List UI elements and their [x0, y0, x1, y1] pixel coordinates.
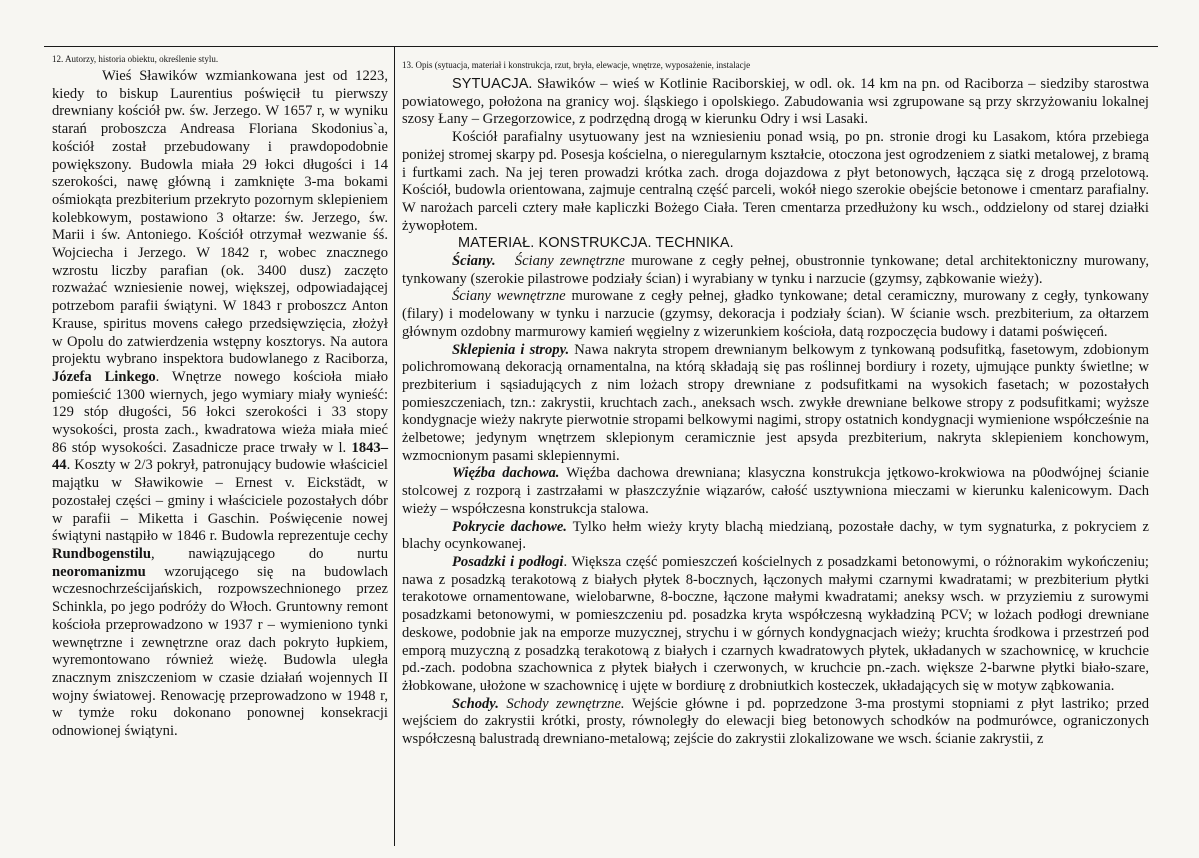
- sciany-label: Ściany.: [452, 253, 496, 270]
- material-heading: MATERIAŁ. KONSTRUKCJA. TECHNIKA.: [458, 235, 734, 252]
- history-text-3: . Koszty w 2/3 pokrył, patronujący budowie właściciel majątku w Sławikowie – Ernest v. Eickstädt, w pozostałej części – gminy i właściciele pozostałych dóbr w parafii – Miketta i Gaschin. Poświęcenie nowej świątyni nastąpiło w 1846 r. Budowla reprezentuje cechy: [52, 457, 388, 545]
- wiezba-text: Więźba dachowa drewniana; klasyczna konstrukcja jętkowo-krokwiowa na p0odwójnej ścianie stolcowej z rozporą i zastrzałami w płaszczyźnie wiązarów, całość usztywniona mieczami w kierunku kalenicowym. Dach wieży – współczesna konstrukcja stalowa.: [402, 465, 1149, 517]
- schody-text: Wejście główne i pd. poprzedzone 3-ma prostymi stopniami z płyt lastriko; przed wejściem do zakrystii krótki, prosty, równoległy do elewacji bieg betonowych schodków na podmurówce, ograniczonych współczesną balustradą drewniano-metalową; zejście do zakrystii zlokalizowane we wsch. ścianie zakrystii, z: [402, 695, 1149, 748]
- wiezba-paragraph: [402, 465, 1149, 518]
- posadzki-paragraph: [402, 554, 1149, 696]
- sytuacja-paragraph-1: [402, 76, 1149, 129]
- sytuacja-paragraph-2: Kościół parafialny usytuowany jest na wzniesieniu ponad wsią, po pn. stronie drogi ku Lasakom, która przebiega poniżej stromej skarpy pd. Posesja kościelna, o nieregularnym kształcie, otoczona jest ogrodzeniem z siatki metalowej, z bramą i furtkami zach. Na jej teren prowadzi krótka zach. droga dojazdowa z płyt betonowych, łącząca się z drogą przelotową. Kościół, budowla orientowana, zajmuje centralną część parceli, wokół niego szerokie obejście betonowe i cmentarz parafialny. W narożach parceli cztery małe kapliczki Bożego Ciała. Teren cmentarza przedłużony ku wsch., oddzielony od starej działki żywopłotem.: [402, 129, 1149, 234]
- sytuacja-text-1: . Sławików – wieś w Kotlinie Raciborskiej, w odl. ok. 14 km na pn. od Raciborza – siedziby starostwa powiatowego, położona na granicy woj. śląskiego i opolskiego. Zabudowania wsi zgrupowane są przy skrzyżowaniu lokalnej szosy Łany – Grzegorzowice, z podrzędną drogą w kierunku Odry i wsi Lasaki.: [402, 76, 1149, 128]
- left-column-header: 12. Autorzy, historia obiektu, określenie stylu.: [52, 54, 219, 64]
- wiezba-label: Więźba dachowa.: [452, 465, 560, 482]
- history-paragraph: [52, 68, 388, 741]
- history-text-4: , nawiązującego do nurtu: [150, 545, 388, 562]
- sklepienia-text: Nawa nakryta stropem drewnianym belkowym z tynkowaną podsufitką, fasetowym, zdobionym polichromowaną dekoracją ornamentalna, na którą składają się pas roślinnej bordiury i rozety, ujmujące punkty świetlne; w prezbiterium i sąsiadujących z nim lożach stropy drewniane z podsufitkami na wysokich fasetach; w pozostałych pomieszczeniach, tzn.: zakrystii, kruchtach zach., aneksach wsch. zwykłe drewniane belkowe stropy z podsufitkami; wyższe kondygnacje wieży nakryte pierwotnie stropami belkowymi nagimi, stropy ostatnich kondygnacji wymienione współcześnie na żelbetowe; jedynym wnętrzem sklepionym ceramicznie jest apsyda prezbiterium, nakryta sklepieniem konchowym, wzmocnionym pasami sklepiennymi.: [402, 341, 1150, 464]
- schody-paragraph: [402, 696, 1149, 749]
- history-text-5: wzorującego się na budowlach wczesnochrześcijańskich, rozpowszechnionego przez Schinkla, po jego podróży do Włoch. Gruntowny remont kościoła przeprowadzono w 1937 r – wymieniono tynki wewnętrzne i zewnętrzne oraz dach pokryto łupkiem, wyremontowano również wieżę. Budowla uległa znacznym zniszczeniom w czasie działań wojennych II wojny światowej. Renowację przeprowadzono w 1948 r, w tymże roku dokonano ponownej konsekracji odnowionej świątyni.: [52, 563, 389, 740]
- schody-zew-label: Schody zewnętrzne.: [506, 695, 625, 712]
- top-rule: [44, 46, 1158, 47]
- sciany-zew-text: murowane z cegły pełnej, obustronnie tynkowane; detal architektoniczny murowany, tynkowany (szerokie pilastrowe podziały ścian) i wyrabiany w tynku i narzucie (gzymsy, ząbkowanie wieży).: [402, 253, 1149, 287]
- sytuacja-heading: SYTUACJA: [452, 76, 529, 92]
- pokrycie-label: Pokrycie dachowe.: [452, 518, 567, 535]
- sciany-zewnetrzne-paragraph: [402, 253, 1149, 288]
- history-column: [52, 68, 388, 741]
- right-column-header: 13. Opis (sytuacja, materiał i konstrukcja, rzut, bryła, elewacje, wnętrze, wyposażenie, instalacje: [402, 60, 751, 70]
- sklepienia-label: Sklepienia i stropy.: [452, 341, 570, 358]
- column-divider: [394, 46, 395, 846]
- posadzki-label: Posadzki i podłogi: [452, 553, 564, 570]
- posadzki-text: . Większa część pomieszczeń kościelnych z posadzkami betonowymi, o różnorakim wykończeniu; nawa z posadzką terakotową z białych płytek 8-bocznych, łączonych małymi czarnymi kwadratami; w prezbiterium płytki terakotowe ornamentowane, wielobarwne, 8-boczne, łączone małymi kwadratami; aneksy wsch. w przyziemiu z surowymi posadzkami betonowymi, w pomieszczeniu pd. posadzka kryta współczesną wykładziną PCV; w lożach podłogi drewniane deskowe, podobnie jak na emporze muzycznej, strychu i w górnych kondygnacjach wieży; kruchta środkowa i przestrzeń pod emporą muzyczną z posadzką terakotową z białych i czarnych kwadratowych płytek, układanych w szachownicę, w kruchcie pd.-zach. podobna szachownica z płytek białych i czerwonych, w kruchcie pn.-zach. większe 2-barwne płytki biało-szare, żłobkowane, ułożone w szachownicę i ujęte w bordiurę z drobniutkich kosteczek, układających się w motyw ząbkowania.: [402, 553, 1149, 694]
- pokrycie-text: Tylko hełm wieży kryty blachą miedzianą, pozostałe dachy, w tym sygnaturka, z pokryciem z blachy ocynkowanej.: [402, 518, 1149, 553]
- description-column: [402, 76, 1149, 749]
- sciany-wew-label: Ściany wewnętrzne: [452, 288, 566, 305]
- sklepienia-paragraph: [402, 342, 1149, 466]
- history-text-1: Wieś Sławików wzmiankowana jest od 1223, kiedy to biskup Laurentius poświęcił tu pierwszy drewniany kościół pw. św. Jerzego. W 1657 r, w wyniku starań proboszcza Andreasa Floriana Skodonius`a, kościół został przebudowany i prawdopodobnie powiększony. Budowla miała 29 łokci długości i 14 szerokości, nawę główną i zamknięte 3-ma bokami ośmiokąta prezbiterium przekryto pozornym sklepieniem kolebkowym, postawiono 3 ołtarze: św. Jerzego, św. Marii i św. Antoniego. Kościół otrzymał wezwanie śś. Wojciecha i Jerzego. W 1842 r, wobec znacznego wzrostu liczby parafian (ok. 3400 dusz) zaczęto rozważać wzniesienie nowej, większej, odpowiadającej potrzebom parafii świątyni. W 1843 r proboszcz Anton Krause, spiritus movens całego przedsięwzięcia, złożył w Opolu do zatwierdzenia wstępny kosztorys. Na autora projektu wybrano inspektora budowlanego z Raciborza,: [52, 68, 388, 368]
- style-neoromanizm: neoromanizmu: [52, 563, 146, 580]
- sciany-wewnetrzne-paragraph: [402, 288, 1149, 341]
- sciany-wew-text: murowane z cegły pełnej, gładko tynkowane; detal ceramiczny, murowany z cegły, tynkowany (filary) i modelowany w tynku i narzucie (gzymsy, dekoracja i podziały ścian). W ścianie wsch. prezbiterium, za ołtarzem głównym ozdobny marmurowy kamień węgielny z wizerunkiem kościoła, datą rozpoczęcia budowy i datami poświęceń.: [402, 288, 1149, 340]
- history-text-2: . Wnętrze nowego kościoła miało pomieścić 1300 wiernych, jego wymiary miały wynieść: 129 stóp długości, 56 łokci szerokości i 33 stopy wysokości, prosta zach., kwadratowa wieża miała mieć 86 stóp wysokości. Zasadnicze prace trwały w l.: [52, 368, 388, 456]
- architect-name: Józefa Linkego: [52, 368, 156, 385]
- style-rundbogenstil: Rundbogenstilu: [52, 545, 151, 562]
- pokrycie-paragraph: [402, 519, 1149, 554]
- schody-label: Schody.: [452, 695, 499, 712]
- construction-years: 1843–44: [52, 439, 388, 474]
- sciany-zew-label: Ściany zewnętrzne: [514, 253, 625, 270]
